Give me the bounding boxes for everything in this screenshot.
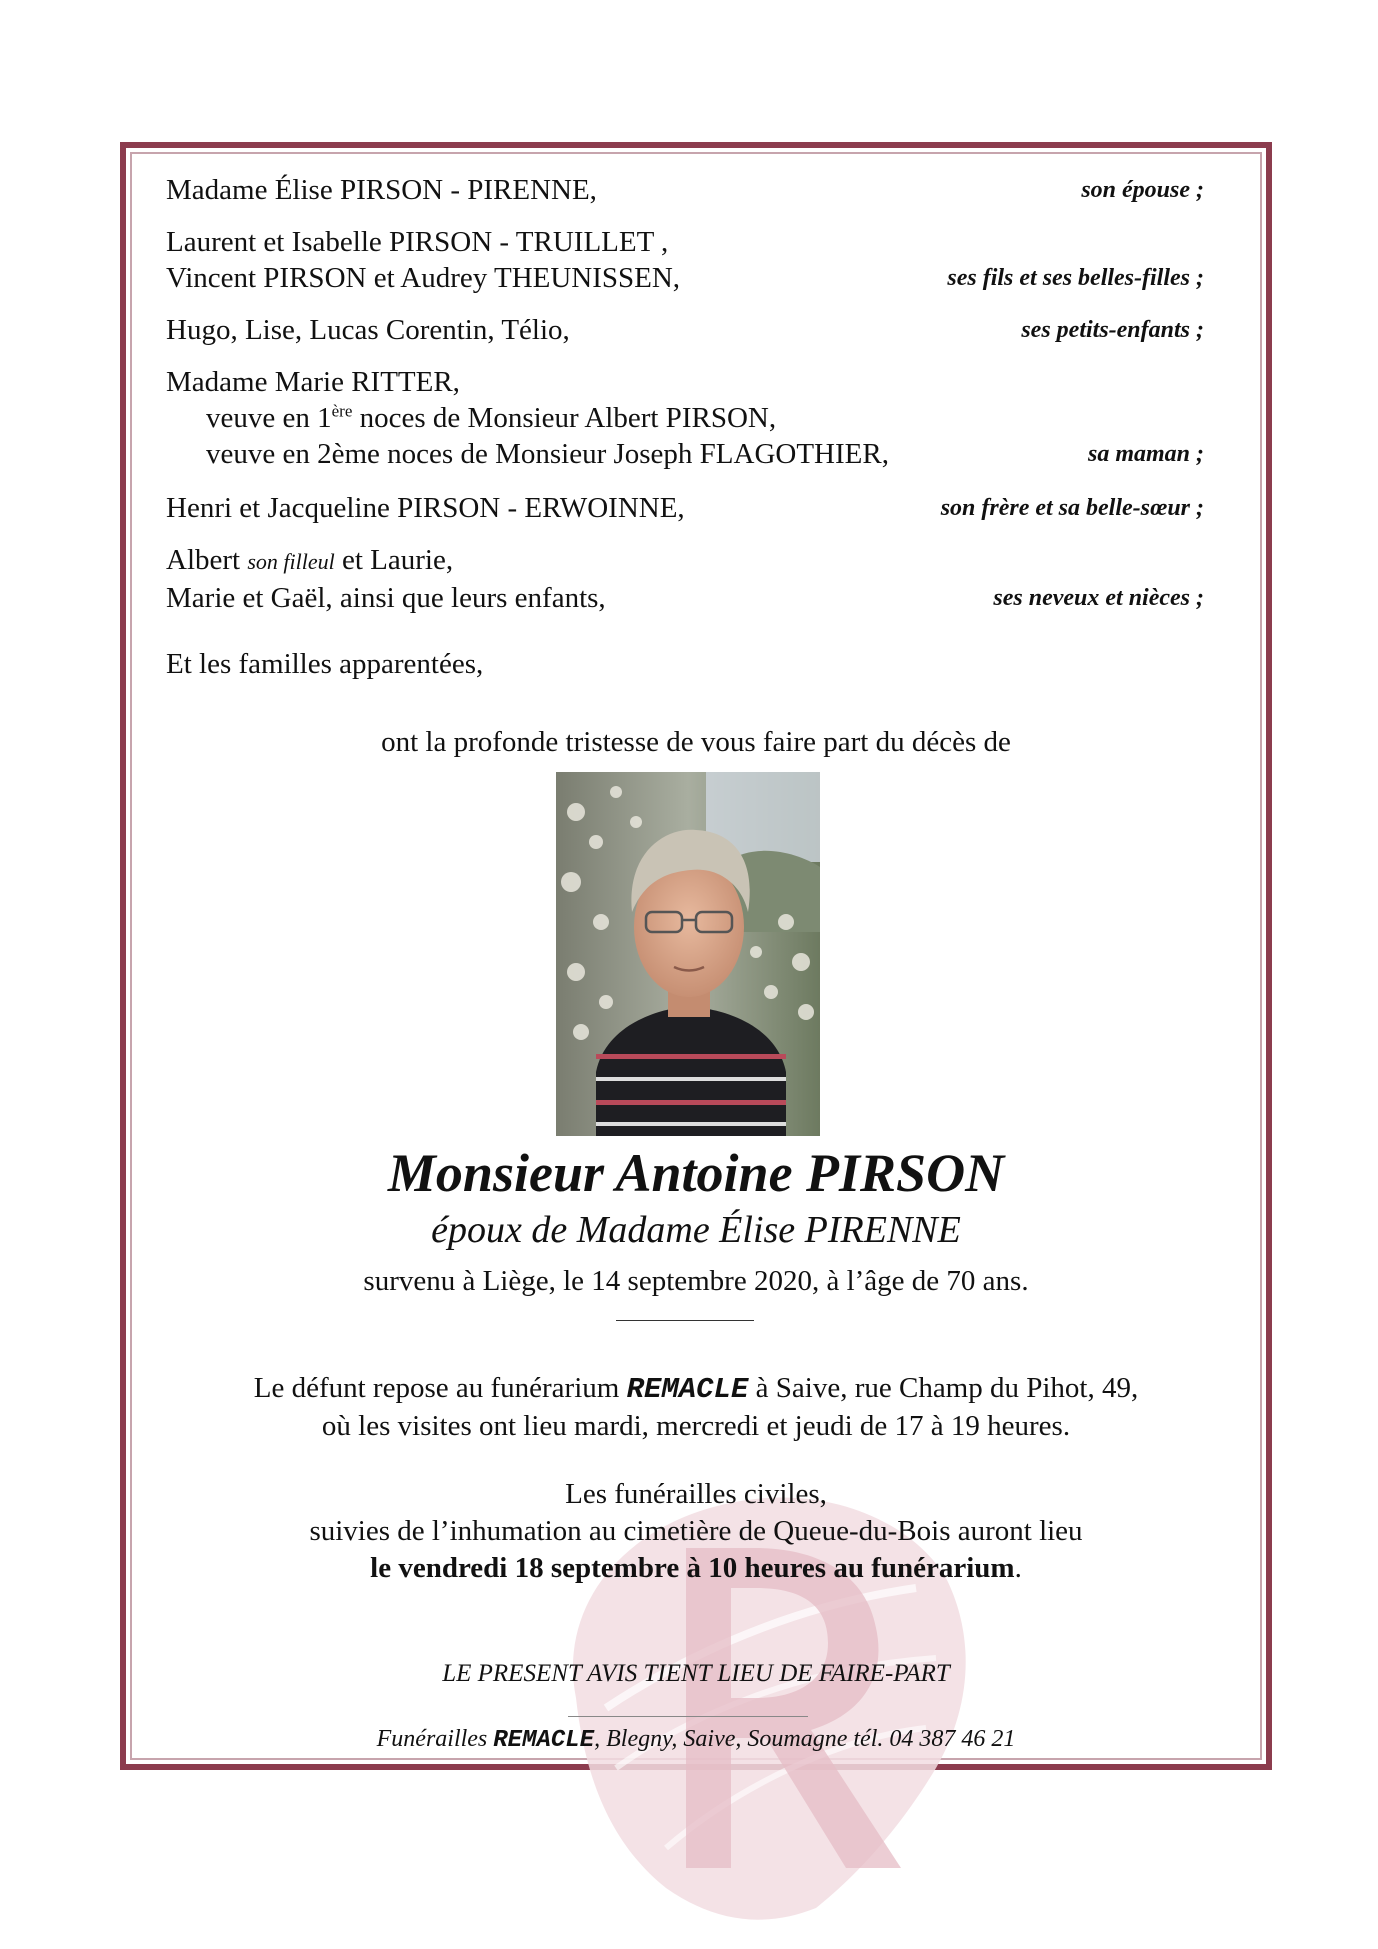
family-row-sons [166,224,1204,296]
divider [616,1320,754,1321]
funeral-info [126,1476,1266,1587]
brand-name: REMACLE [493,1727,595,1754]
family-names: veuve en 2ème noces de Monsieur Joseph FLAGOTHIER, [206,438,889,470]
family-names: Laurent et Isabelle PIRSON - TRUILLET , [166,226,669,258]
family-role: ses fils et ses belles-filles ; [947,265,1204,291]
family-names: veuve en 1ère noces de Monsieur Albert PIRSON, [206,401,777,434]
portrait-photo [556,772,820,1136]
funeral-date-line: le vendredi 18 septembre à 10 heures au funérarium. [370,1552,1022,1584]
family-row-spouse [166,172,1204,208]
family-names: Et les familles apparentées, [166,648,484,680]
family-row-brother [166,490,1204,526]
deceased-passed: survenu à Liège, le 14 septembre 2020, à l’âge de 70 ans. [363,1265,1029,1297]
funeral-line: Les funérailles civiles, [565,1478,827,1510]
family-names: Madame Élise PIRSON - PIRENNE, [166,174,597,206]
funerarium-line: Le défunt repose au funérarium REMACLE à Saive, rue Champ du Pihot, 49, [253,1372,1139,1406]
family-names: Vincent PIRSON et Audrey THEUNISSEN, [166,262,681,294]
footer-text: Funérailles REMACLE, Blegny, Saive, Soumagne tél. 04 387 46 21 [376,1726,1016,1754]
family-names: Hugo, Lise, Lucas Corentin, Télio, [166,314,570,346]
divider [568,1716,808,1717]
family-role: son épouse ; [1081,177,1204,203]
family-names: Albert son filleul et Laurie, [166,544,454,576]
visits-line: où les visites ont lieu mardi, mercredi et jeudi de 17 à 19 heures. [321,1410,1071,1442]
deceased-spouse: époux de Madame Élise PIRENNE [431,1209,961,1251]
family-role: ses neveux et nièces ; [993,585,1204,611]
family-names: Marie et Gaël, ainsi que leurs enfants, [166,582,606,614]
notice-frame [120,142,1272,1770]
family-row-grandchildren [166,312,1204,348]
notice-text: LE PRESENT AVIS TIENT LIEU DE FAIRE-PART [442,1660,950,1687]
brand-name: REMACLE [626,1373,749,1406]
deceased-name: Monsieur Antoine PIRSON [387,1143,1005,1203]
announcement-text: ont la profonde tristesse de vous faire part du décès de [381,726,1011,758]
funerarium-info [126,1370,1266,1445]
family-row-nephews [166,542,1204,616]
family-names: Madame Marie RITTER, [166,366,460,398]
family-names: Henri et Jacqueline PIRSON - ERWOINNE, [166,492,685,524]
family-role: sa maman ; [1087,441,1204,467]
funeral-line: suivies de l’inhumation au cimetière de Queue-du-Bois auront lieu [309,1515,1083,1547]
family-role: ses petits-enfants ; [1021,317,1204,343]
family-row-mother [166,364,1204,472]
family-role: son frère et sa belle-sœur ; [940,495,1204,521]
family-row-relatives [166,646,1204,682]
